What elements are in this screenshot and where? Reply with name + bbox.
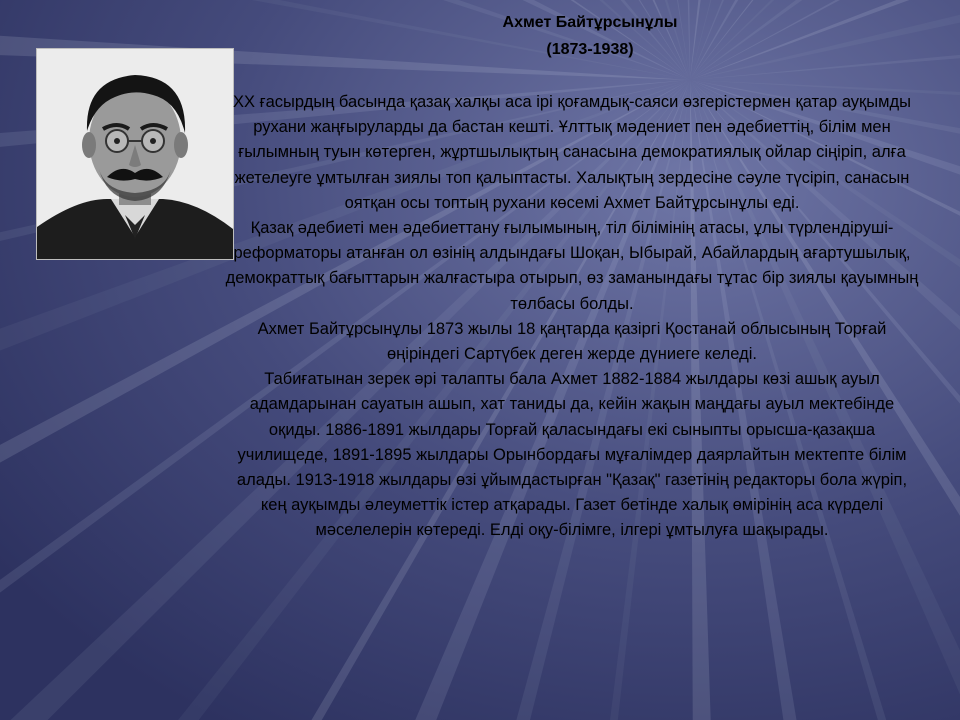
paragraph-education: Табиғатынан зерек әрі талапты бала Ахмет 1882-1884 жылдары көзі ашық ауыл адамдарынан сауатын ашып, хат таниды да, кейін жақын маңдағы ауыл мектебінде оқиды. 1886-1891 жылдары Торғай қаласындағы екі сыныпты орысша-қазақша училищеде, 1891-1895 жылдары Орынбордағы мұғалімдер даярлайтын мектепте білім алады. 1913-1918 жылдары өзі ұйымдастырған "Қазақ" газетінің редакторы бола жүріп, кең ауқымды әлеуметтік істер атқарады. Газет бетінде халық өмірінің аса күрделі мәселелерін көтереді. Елді оқу-білімге, ілгері ұмтылуға шақырады. [236, 370, 908, 540]
portrait-photo [36, 48, 234, 260]
slide-years: (1873-1938) [546, 41, 634, 58]
paragraph-legacy: Қазақ әдебиеті мен әдебиеттану ғылымының, тіл білімінің атасы, ұлы түрлендіруші-реформаторы атанған ол өзінің алдындағы Шоқан, Ыбырай, Абайлардың ағартушылық, демократтық бағыттарын жалғастыра отырып, өз заманындағы тұтас бір зиялы қауымның төлбасы болды. [225, 219, 919, 313]
portrait-image [37, 49, 233, 259]
slide-title: Ахмет Байтұрсынұлы [502, 14, 678, 31]
paragraph-intro: ХХ ғасырдың басында қазақ халқы аса ірі қоғамдық-саяси өзгерістермен қатар ауқымды рухани жаңғыруларды да бастан кешті. Ұлттық мәдениет пен әдебиеттің, білім мен ғылымның туын көтерген, жұртшылықтың санасына демократиялық ойлар сіңіріп, алға жетелеуге ұмтылған зиялы топ қалыптасты. Халықтың зердесіне сәуле түсіріп, санасын оятқан осы топтың рухани көсемі Ахмет Байтұрсынұлы еді. [233, 93, 911, 212]
slide-body-text [222, 90, 922, 544]
paragraph-birth: Ахмет Байтұрсынұлы 1873 жылы 18 қаңтарда қазіргі Қостанай облысының Торғай өңіріндегі Сартүбек деген жерде дүниеге келеді. [257, 319, 887, 364]
